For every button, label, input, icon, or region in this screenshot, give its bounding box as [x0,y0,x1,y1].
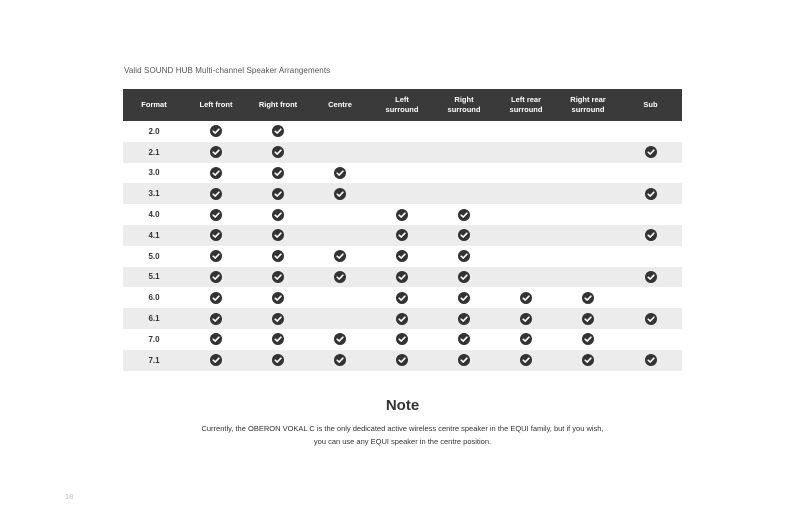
column-header-label: Format [141,100,167,109]
check-circle-icon [582,313,594,325]
speaker-cell [247,204,309,225]
check-circle-icon [582,333,594,345]
speaker-cell [371,287,433,308]
speaker-cell [495,163,557,184]
check-circle-icon [396,313,408,325]
speaker-cell [619,308,682,329]
check-circle-icon [210,125,222,137]
speaker-cell [309,267,371,288]
speaker-cell [557,287,619,308]
speaker-cell [247,225,309,246]
check-circle-icon [396,209,408,221]
table-row [123,246,682,267]
column-header [185,89,247,121]
speaker-cell [247,267,309,288]
speaker-cell [371,142,433,163]
check-circle-icon [334,333,346,345]
table-row [123,329,682,350]
check-circle-icon [458,313,470,325]
column-header-label: surround [571,105,605,114]
speaker-cell [495,183,557,204]
check-circle-icon [458,333,470,345]
check-circle-icon [210,271,222,283]
speaker-cell [247,246,309,267]
check-circle-icon [396,229,408,241]
speaker-cell [185,287,247,308]
column-header [371,89,433,121]
speaker-cell [185,163,247,184]
speaker-cell [185,246,247,267]
check-circle-icon [334,354,346,366]
speaker-cell [619,121,682,142]
speaker-cell [371,163,433,184]
speaker-cell [433,142,495,163]
table-row [123,121,682,142]
speaker-cell [557,308,619,329]
check-circle-icon [458,229,470,241]
check-circle-icon [520,313,532,325]
note-title: Note [385,397,420,414]
format-cell: 4.0 [148,210,160,220]
speaker-cell [557,350,619,371]
speaker-cell [619,267,682,288]
table-row [123,267,682,288]
check-circle-icon [272,271,284,283]
speaker-cell [433,121,495,142]
check-circle-icon [272,167,284,179]
check-circle-icon [520,333,532,345]
speaker-cell [433,308,495,329]
check-circle-icon [210,250,222,262]
speaker-cell [371,329,433,350]
note-line-1: Currently, the OBERON VOKAL C is the only dedicated active wireless centre speaker in the EQUI family, but if you wish, [201,424,604,433]
check-circle-icon [645,271,657,283]
check-circle-icon [645,146,657,158]
check-circle-icon [396,250,408,262]
check-circle-icon [272,354,284,366]
speaker-cell [247,350,309,371]
speaker-cell [495,121,557,142]
speaker-cell [557,225,619,246]
speaker-cell [619,329,682,350]
speaker-cell [619,163,682,184]
check-circle-icon [210,209,222,221]
table-caption: Valid SOUND HUB Multi-channel Speaker Arrangements [124,66,331,75]
speaker-cell [557,163,619,184]
column-header-label: Right rear [570,95,606,104]
check-circle-icon [272,333,284,345]
table-row [123,183,682,204]
speaker-cell [433,287,495,308]
check-circle-icon [210,292,222,304]
speaker-cell [185,204,247,225]
check-circle-icon [645,313,657,325]
speaker-cell [309,287,371,308]
speaker-cell [433,163,495,184]
speaker-cell [557,183,619,204]
speaker-cell [557,121,619,142]
column-header [557,89,619,121]
speaker-cell [247,142,309,163]
speaker-cell [185,350,247,371]
speaker-cell [247,121,309,142]
speaker-cell [557,142,619,163]
page-number: 18 [65,492,74,501]
check-circle-icon [272,125,284,137]
table-row [123,142,682,163]
speaker-cell [495,267,557,288]
table-row [123,204,682,225]
speaker-cell [185,142,247,163]
speaker-cell [309,204,371,225]
speaker-cell [309,329,371,350]
check-circle-icon [645,354,657,366]
table-row [123,350,682,371]
check-circle-icon [582,292,594,304]
speaker-cell [495,246,557,267]
check-circle-icon [396,354,408,366]
format-cell: 3.0 [148,168,160,178]
speaker-cell [371,183,433,204]
check-circle-icon [458,271,470,283]
check-circle-icon [272,188,284,200]
check-circle-icon [520,354,532,366]
speaker-cell [371,204,433,225]
speaker-cell [309,225,371,246]
check-circle-icon [210,354,222,366]
check-circle-icon [272,146,284,158]
speaker-cell [309,246,371,267]
column-header [495,89,557,121]
speaker-cell [433,350,495,371]
check-circle-icon [334,250,346,262]
speaker-cell [495,142,557,163]
speaker-cell [495,308,557,329]
speaker-cell [185,225,247,246]
speaker-cell [371,225,433,246]
speaker-cell [433,246,495,267]
check-circle-icon [458,292,470,304]
check-circle-icon [458,209,470,221]
speaker-cell [247,163,309,184]
check-circle-icon [210,313,222,325]
table-row [123,287,682,308]
speaker-cell [619,287,682,308]
speaker-cell [495,225,557,246]
check-circle-icon [520,292,532,304]
check-circle-icon [458,250,470,262]
check-circle-icon [210,146,222,158]
speaker-cell [247,183,309,204]
speaker-cell [309,308,371,329]
speaker-cell [247,308,309,329]
check-circle-icon [334,167,346,179]
speaker-cell [619,183,682,204]
speaker-cell [309,350,371,371]
check-circle-icon [396,333,408,345]
format-cell: 7.0 [148,334,160,344]
check-circle-icon [645,188,657,200]
speaker-cell [247,287,309,308]
table-body [123,121,682,371]
format-cell: 6.0 [148,293,160,303]
speaker-cell [309,121,371,142]
format-cell: 3.1 [148,189,160,199]
speaker-cell [619,246,682,267]
check-circle-icon [645,229,657,241]
speaker-cell [309,183,371,204]
column-header-label: Right front [258,100,298,109]
speaker-cell [309,163,371,184]
note-line-2: you can use any EQUI speaker in the centre position. [313,437,492,446]
speaker-cell [495,204,557,225]
speaker-cell [371,246,433,267]
table-row [123,225,682,246]
column-header [309,89,371,121]
column-header-label: Left [395,95,409,104]
speaker-cell [185,329,247,350]
speaker-cell [433,225,495,246]
speaker-arrangement-table [123,89,682,371]
speaker-cell [557,246,619,267]
column-header-label: surround [385,105,419,114]
speaker-cell [495,350,557,371]
speaker-cell [557,329,619,350]
table-header-row [123,89,682,121]
check-circle-icon [272,292,284,304]
speaker-cell [185,308,247,329]
speaker-cell [619,204,682,225]
speaker-cell [185,267,247,288]
speaker-cell [433,267,495,288]
speaker-cell [619,225,682,246]
table-row [123,163,682,184]
column-header-label: Left front [199,100,233,109]
check-circle-icon [272,229,284,241]
column-header [123,89,185,121]
check-circle-icon [334,188,346,200]
column-header-label: surround [509,105,543,114]
speaker-cell [185,121,247,142]
speaker-cell [185,183,247,204]
speaker-cell [433,204,495,225]
speaker-cell [247,329,309,350]
format-cell: 7.1 [148,355,160,365]
check-circle-icon [210,188,222,200]
note-text [160,422,645,448]
format-cell: 4.1 [148,230,160,240]
speaker-cell [619,350,682,371]
column-header [433,89,495,121]
speaker-cell [371,308,433,329]
column-header [619,89,682,121]
check-circle-icon [210,167,222,179]
format-cell: 2.0 [148,126,160,136]
speaker-cell [495,329,557,350]
check-circle-icon [334,271,346,283]
format-cell: 2.1 [148,147,160,157]
check-circle-icon [272,209,284,221]
column-header-label: Centre [328,100,352,109]
speaker-cell [371,350,433,371]
speaker-cell [371,267,433,288]
table-row [123,308,682,329]
speaker-cell [309,142,371,163]
check-circle-icon [396,292,408,304]
speaker-cell [557,267,619,288]
column-header-label: Left rear [510,95,541,104]
format-cell: 5.0 [148,251,160,261]
check-circle-icon [582,354,594,366]
speaker-cell [433,183,495,204]
speaker-cell [619,142,682,163]
speaker-cell [371,121,433,142]
column-header-label: surround [447,105,481,114]
speaker-cell [557,204,619,225]
column-header-label: Sub [643,100,658,109]
check-circle-icon [458,354,470,366]
column-header [247,89,309,121]
check-circle-icon [272,313,284,325]
format-cell: 6.1 [148,314,160,324]
speaker-cell [495,287,557,308]
check-circle-icon [210,229,222,241]
check-circle-icon [396,271,408,283]
format-cell: 5.1 [148,272,160,282]
check-circle-icon [210,333,222,345]
speaker-cell [433,329,495,350]
check-circle-icon [272,250,284,262]
column-header-label: Right [454,95,474,104]
